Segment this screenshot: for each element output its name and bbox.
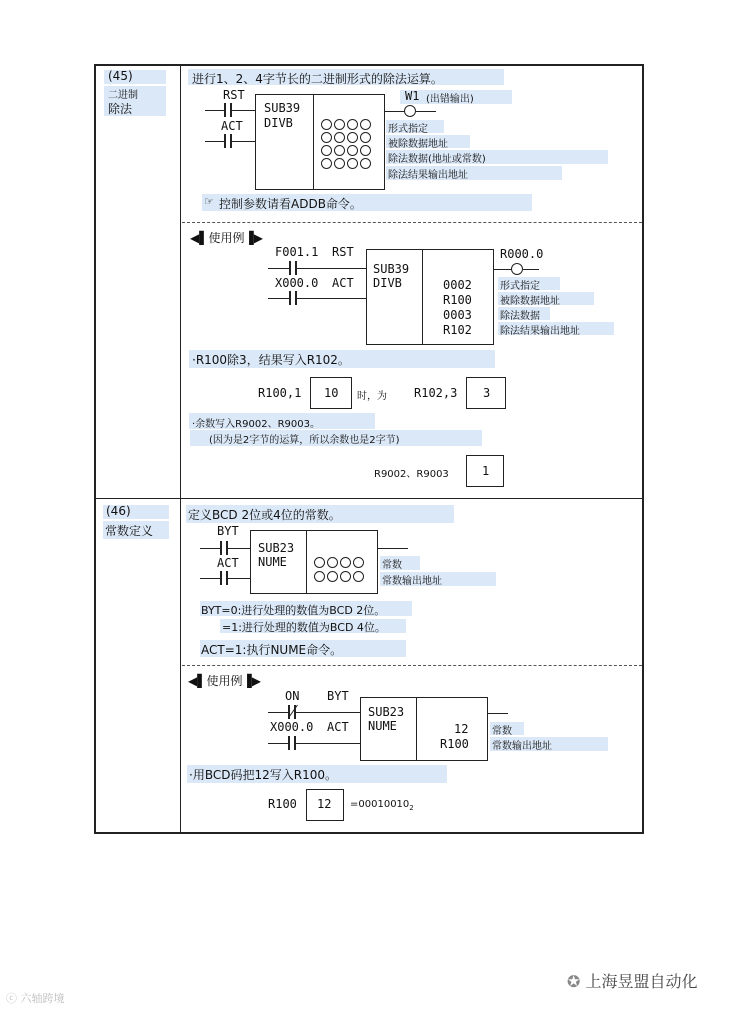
- s46-ex-param-2: 常数输出地址: [492, 741, 552, 752]
- column-divider: [180, 64, 181, 834]
- example-left-bracket-icon: ◀▌: [188, 674, 207, 688]
- s45-mnemonic: DIVB: [264, 116, 293, 130]
- s46-ex-byt: BYT: [327, 689, 349, 703]
- s45-calc-mid: 时，为: [357, 391, 387, 402]
- s46-ex-sub: SUB23: [368, 705, 405, 719]
- s45-ex-value-3: 0003: [443, 308, 472, 322]
- section-divider: [94, 498, 644, 499]
- s45-example-title: [190, 229, 263, 246]
- s45-ex-contact-1: F001.1: [275, 245, 319, 259]
- s46-sub-number: SUB23: [258, 541, 295, 555]
- s46-ex-contact: X000.0: [270, 720, 314, 734]
- s45-ex-act: ACT: [332, 276, 354, 290]
- s46-number: (46): [106, 504, 131, 518]
- s46-byt-label: BYT: [217, 524, 239, 538]
- s46-example-title: [188, 672, 261, 689]
- s46-calc-eq-subscript: 2: [409, 804, 414, 812]
- s45-ex-param-2: 被除数据地址: [500, 296, 560, 307]
- s45-name-line1: 二进制: [108, 90, 138, 101]
- s46-param-2: 常数输出地址: [382, 576, 442, 587]
- wechat-icon: ✪: [567, 972, 581, 991]
- s46-ex-param-1: 常数: [492, 726, 512, 737]
- s45-parameter-circles: [320, 118, 380, 170]
- s45-output-note: (出错输出): [426, 94, 474, 105]
- s46-byt0-line: BYT=0:进行处理的数值为BCD 2位。: [201, 604, 386, 617]
- s45-ex-value-2: R100: [443, 293, 472, 307]
- s45-ex-sub: SUB39: [373, 262, 410, 276]
- s45-sub-number: SUB39: [264, 101, 301, 115]
- s45-ex-output: R000.0: [500, 247, 544, 261]
- s45-ex-param-3: 除法数据: [500, 311, 540, 322]
- s45-calc-right-value: 3: [483, 386, 491, 400]
- s46-example-title-text: 使用例: [206, 674, 243, 688]
- s45-param-1: 形式指定: [388, 124, 428, 135]
- s45-name-line2: 除法: [108, 102, 133, 116]
- s46-param-1: 常数: [382, 560, 402, 571]
- s45-ex-value-1: 0002: [443, 278, 472, 292]
- s45-calc-right-label: R102,3: [414, 386, 458, 400]
- s46-ex-act: ACT: [327, 720, 349, 734]
- s46-ex-value-2: R100: [440, 737, 469, 751]
- s46-calc-equation: [350, 799, 414, 812]
- example-left-bracket-icon: ◀▌: [190, 231, 209, 245]
- hand-pointer-icon: ☞: [204, 195, 214, 208]
- s45-remainder-label: R9002、R9003: [374, 469, 449, 480]
- s45-remainder-note: (因为是2字节的运算，所以余数也是2字节): [209, 435, 400, 446]
- watermark-left-text: 六轴跨境: [20, 992, 65, 1005]
- s46-example-separator: [182, 665, 642, 666]
- s45-ex-param-1: 形式指定: [500, 281, 540, 292]
- s46-ex-value-1: 12: [454, 722, 469, 736]
- s45-param-2: 被除数据地址: [388, 139, 448, 150]
- s45-example-separator: [182, 222, 642, 223]
- s45-ex-rst: RST: [332, 245, 354, 259]
- s45-rst-label: RST: [223, 88, 245, 102]
- s45-ex-contact-2: X000.0: [275, 276, 319, 290]
- s45-example-title-text: 使用例: [208, 231, 245, 245]
- s45-number: (45): [108, 69, 133, 83]
- watermark-right: [567, 969, 698, 992]
- watermark-right-text: 上海昱盟自动化: [585, 972, 698, 991]
- s46-parameter-circles: [313, 556, 373, 584]
- s45-calc-left-value: 10: [324, 386, 339, 400]
- s46-act-line: ACT=1:执行NUME命令。: [201, 643, 343, 657]
- s45-ex-mnemonic: DIVB: [373, 276, 402, 290]
- s46-mnemonic: NUME: [258, 555, 287, 569]
- s45-remainder-value: 1: [482, 464, 490, 478]
- s46-act-label: ACT: [217, 556, 239, 570]
- s45-result-line: ·R100除3，结果写入R102。: [192, 353, 350, 367]
- s45-remainder-line: ·余数写入R9002、R9003。: [192, 419, 320, 430]
- s45-ex-param-4: 除法结果输出地址: [500, 326, 580, 337]
- example-right-bracket-icon: ▐▶: [244, 231, 263, 245]
- s46-result-line: ·用BCD码把12写入R100。: [189, 768, 337, 782]
- s45-param-4: 除法结果输出地址: [388, 170, 468, 181]
- s45-act-label: ACT: [221, 119, 243, 133]
- s46-ex-on: ON: [285, 689, 300, 703]
- logo-icon: ⓒ: [6, 992, 17, 1005]
- s45-calc-left-label: R100,1: [258, 386, 302, 400]
- s46-calc-eq-text: =00010010: [350, 799, 410, 810]
- example-right-bracket-icon: ▐▶: [242, 674, 261, 688]
- s45-note: 控制参数请看ADDB命令。: [219, 197, 362, 211]
- s45-ex-value-4: R102: [443, 323, 472, 337]
- s46-calc-label: R100: [268, 797, 297, 811]
- s45-param-3: 除法数据(地址或常数): [388, 154, 486, 165]
- watermark-left: [6, 990, 65, 1006]
- s46-name: 常数定义: [105, 524, 154, 538]
- s46-calc-value: 12: [317, 797, 332, 811]
- s46-ex-mnemonic: NUME: [368, 719, 397, 733]
- s45-description: 进行1、2、4字节长的二进制形式的除法运算。: [192, 72, 443, 86]
- s46-description: 定义BCD 2位或4位的常数。: [188, 508, 341, 522]
- s45-output-label: W1: [405, 89, 420, 103]
- s46-byt1-line: =1:进行处理的数值为BCD 4位。: [222, 621, 386, 634]
